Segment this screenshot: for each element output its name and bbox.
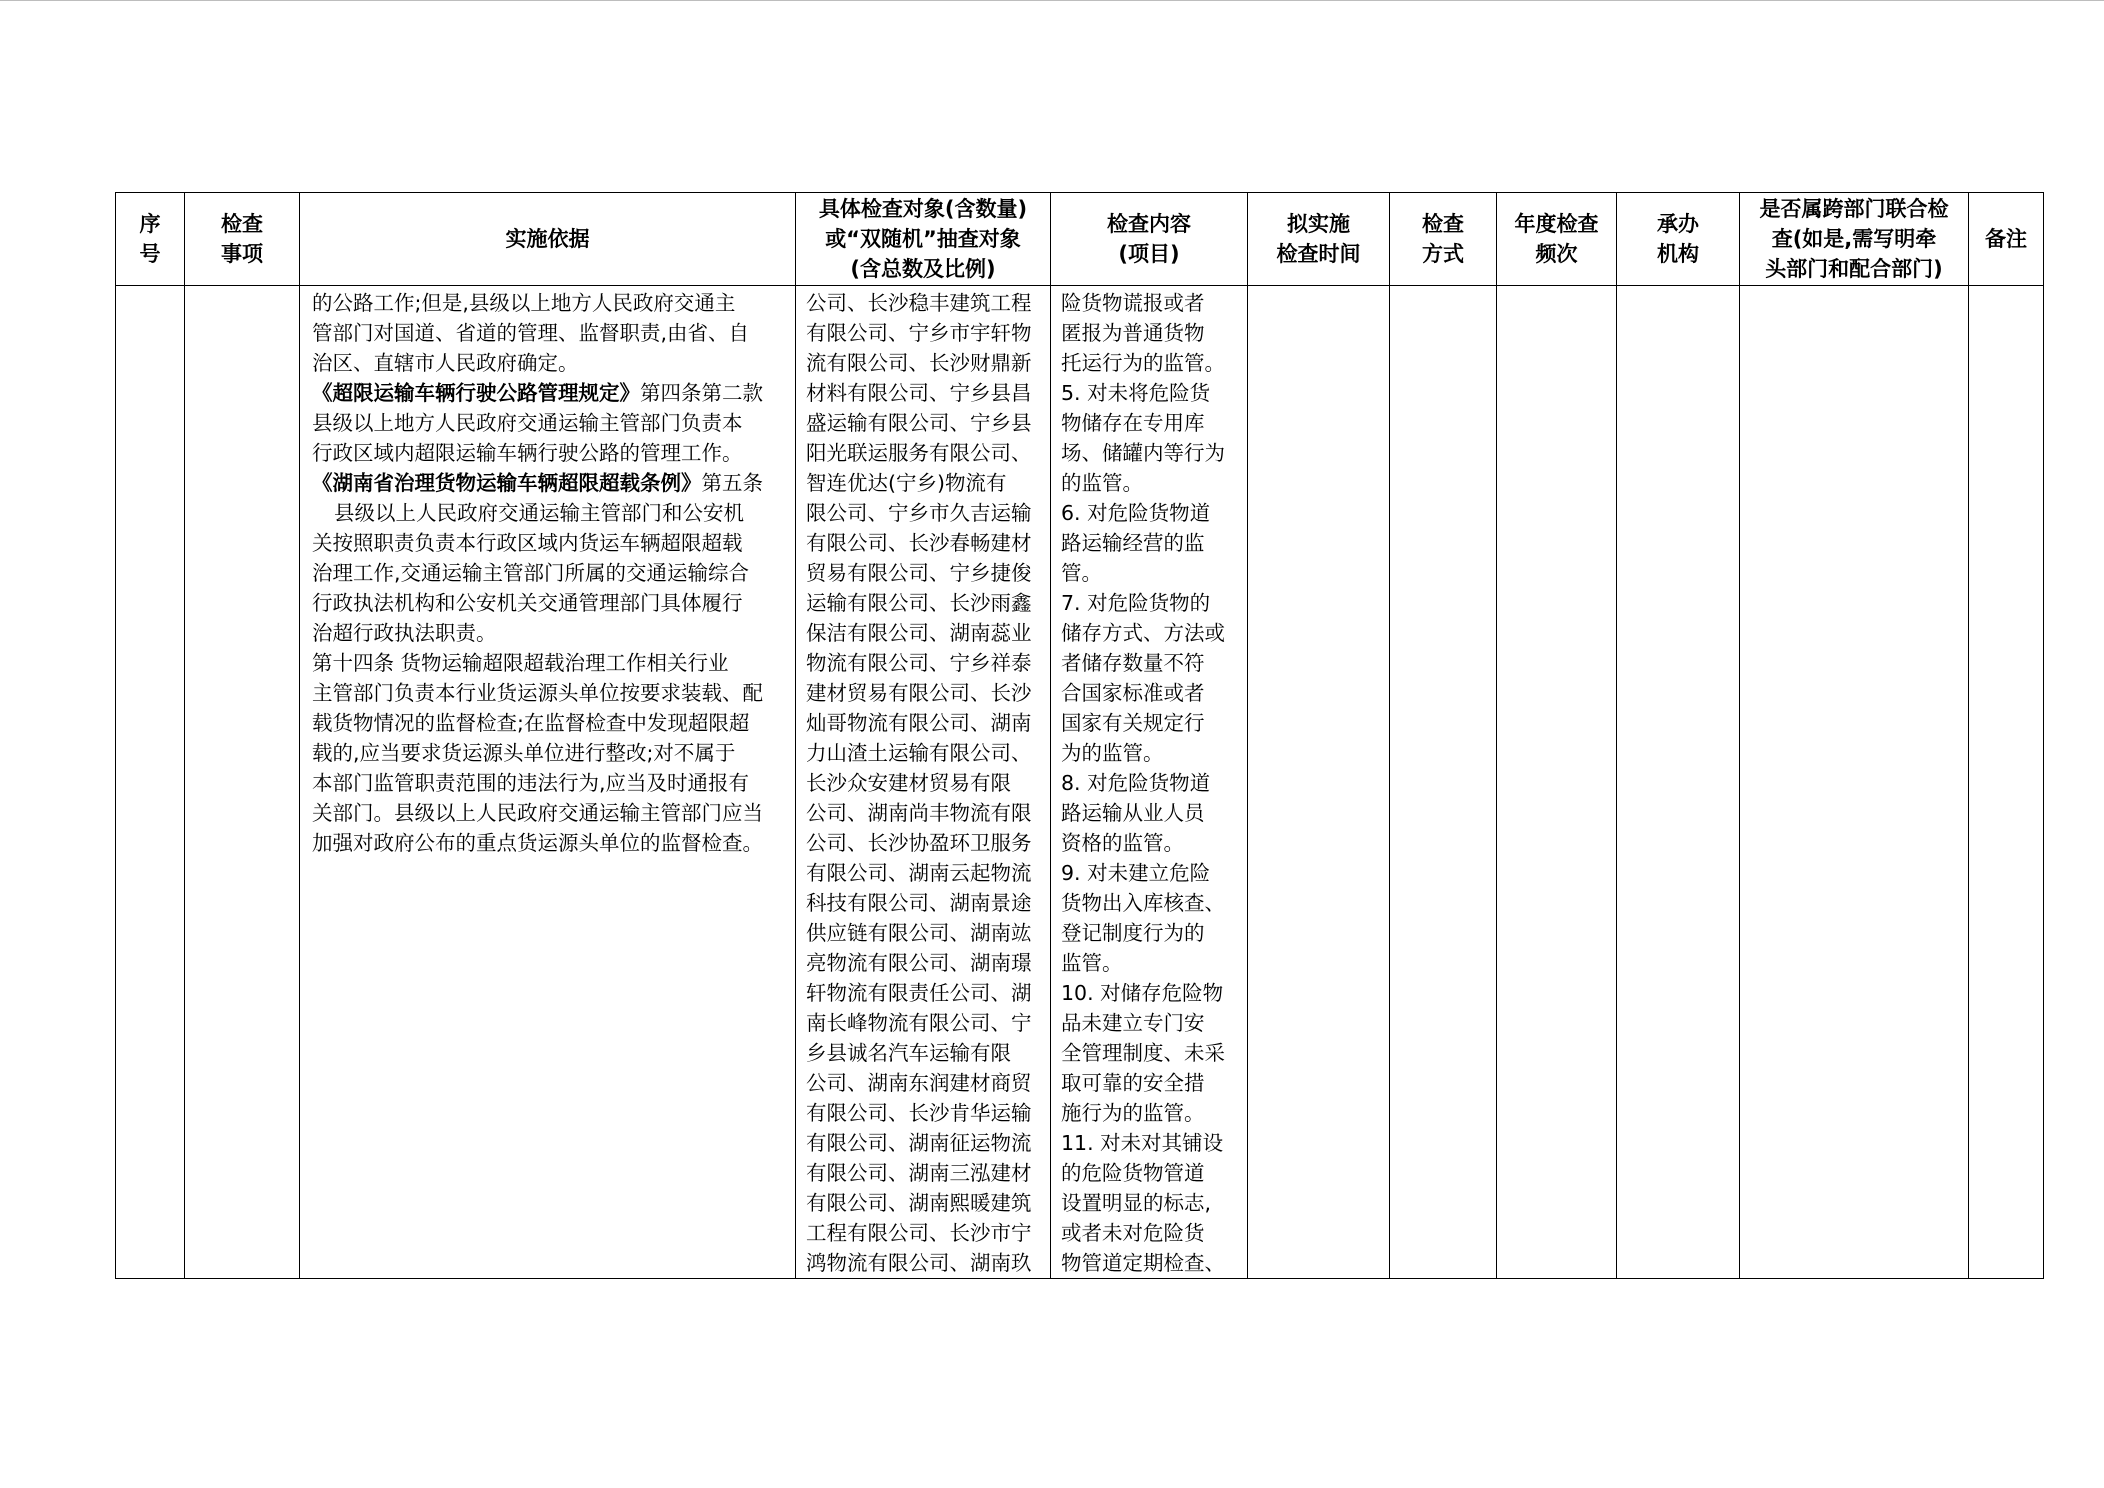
content-line: 5. 对未将危险货 (1061, 381, 1211, 405)
object-line: 阳光联运服务有限公司、 (806, 441, 1032, 465)
object-line: 灿哥物流有限公司、湖南 (806, 711, 1032, 735)
object-line: 工程有限公司、长沙市宁 (806, 1221, 1032, 1245)
object-line: 保洁有限公司、湖南蕊业 (806, 621, 1032, 645)
content-line: 或者未对危险货 (1061, 1221, 1205, 1245)
content-line: 物储存在专用库 (1061, 411, 1205, 435)
content-line: 的危险货物管道 (1061, 1161, 1205, 1185)
header-note: 备注 (1969, 193, 2044, 286)
object-line: 盛运输有限公司、宁乡县 (806, 411, 1032, 435)
object-line: 力山渣土运输有限公司、 (806, 741, 1032, 765)
header-joint: 是否属跨部门联合检 查(如是,需写明牵 头部门和配合部门) (1740, 193, 1969, 286)
basis-line: 载货物情况的监督检查;在监督检查中发现超限超 (312, 711, 750, 735)
object-line: 南长峰物流有限公司、宁 (806, 1011, 1032, 1035)
cell-method (1390, 286, 1497, 1279)
basis-line: 第十四条 货物运输超限超载治理工作相关行业 (312, 651, 729, 675)
content-line: 国家有关规定行 (1061, 711, 1205, 735)
object-line: 建材贸易有限公司、长沙 (806, 681, 1032, 705)
cell-basis (300, 286, 796, 1279)
basis-line: 本部门监管职责范围的违法行为,应当及时通报有 (312, 771, 750, 795)
content-line: 7. 对危险货物的 (1061, 591, 1211, 615)
object-line: 轩物流有限责任公司、湖 (806, 981, 1032, 1005)
header-org: 承办 机构 (1617, 193, 1740, 286)
header-object: 具体检查对象(含数量) 或“双随机”抽查对象 (含总数及比例) (796, 193, 1051, 286)
content-line: 储存方式、方法或 (1061, 621, 1225, 645)
content-line: 险货物谎报或者 (1061, 291, 1205, 315)
basis-line: 加强对政府公布的重点货运源头单位的监督检查。 (312, 831, 763, 855)
content-line: 合国家标准或者 (1061, 681, 1205, 705)
basis-reg2-heading (312, 468, 785, 498)
content-line: 管。 (1061, 561, 1102, 585)
content-line: 11. 对未对其铺设 (1061, 1131, 1224, 1155)
table-row (116, 286, 2044, 1279)
content-line: 路运输从业人员 (1061, 801, 1205, 825)
content-line: 施行为的监管。 (1061, 1101, 1205, 1125)
header-item: 检查 事项 (185, 193, 300, 286)
object-line: 贸易有限公司、宁乡捷俊 (806, 561, 1032, 585)
basis-line: 县级以上人民政府交通运输主管部门和公安机 (334, 501, 744, 525)
object-line: 公司、湖南尚丰物流有限 (806, 801, 1032, 825)
object-line: 有限公司、湖南三泓建材 (806, 1161, 1032, 1185)
basis-line: 治区、直辖市人民政府确定。 (312, 351, 579, 375)
content-line: 品未建立专门安 (1061, 1011, 1205, 1035)
object-line: 材料有限公司、宁乡县昌 (806, 381, 1032, 405)
content-line: 物管道定期检查、 (1061, 1251, 1225, 1275)
basis-line: 行政执法机构和公安机关交通管理部门具体履行 (312, 591, 743, 615)
object-line: 亮物流有限公司、湖南璟 (806, 951, 1032, 975)
object-line: 有限公司、宁乡市宇轩物 (806, 321, 1032, 345)
object-line: 有限公司、湖南征运物流 (806, 1131, 1032, 1155)
basis-reg1-heading (312, 378, 785, 408)
object-line: 供应链有限公司、湖南竑 (806, 921, 1032, 945)
basis-line: 行政区域内超限运输车辆行驶公路的管理工作。 (312, 441, 743, 465)
header-method: 检查 方式 (1390, 193, 1497, 286)
reg2-title: 《湖南省治理货物运输车辆超限超载条例》 (312, 471, 702, 495)
content-line: 全管理制度、未采 (1061, 1041, 1225, 1065)
object-line: 公司、长沙协盈环卫服务 (806, 831, 1032, 855)
object-line: 限公司、宁乡市久吉运输 (806, 501, 1032, 525)
object-line: 有限公司、长沙肯华运输 (806, 1101, 1032, 1125)
object-line: 有限公司、湖南熙暖建筑 (806, 1191, 1032, 1215)
object-line: 长沙众安建材贸易有限 (806, 771, 1011, 795)
content-line: 10. 对储存危险物 (1061, 981, 1224, 1005)
basis-line: 治超行政执法职责。 (312, 621, 497, 645)
basis-line: 县级以上地方人民政府交通运输主管部门负责本 (312, 411, 743, 435)
basis-line: 关按照职责负责本行政区域内货运车辆超限超载 (312, 531, 743, 555)
cell-org (1617, 286, 1740, 1279)
object-line: 鸿物流有限公司、湖南玖 (806, 1251, 1032, 1275)
content-line: 登记制度行为的 (1061, 921, 1205, 945)
inspection-plan-table (115, 192, 2044, 1279)
object-line: 物流有限公司、宁乡祥泰 (806, 651, 1032, 675)
object-line: 有限公司、湖南云起物流 (806, 861, 1032, 885)
cell-object (796, 286, 1051, 1279)
object-line: 公司、湖南东润建材商贸 (806, 1071, 1032, 1095)
cell-note (1969, 286, 2044, 1279)
cell-joint (1740, 286, 1969, 1279)
content-line: 者储存数量不符 (1061, 651, 1205, 675)
header-basis: 实施依据 (300, 193, 796, 286)
content-line: 托运行为的监管。 (1061, 351, 1225, 375)
content-line: 路运输经营的监 (1061, 531, 1205, 555)
content-line: 9. 对未建立危险 (1061, 861, 1211, 885)
content-line: 资格的监管。 (1061, 831, 1184, 855)
cell-content (1051, 286, 1248, 1279)
page-top-border (0, 0, 2104, 1)
content-line: 场、储罐内等行为 (1061, 441, 1225, 465)
object-line: 运输有限公司、长沙雨鑫 (806, 591, 1032, 615)
object-line: 公司、长沙稳丰建筑工程 (806, 291, 1032, 315)
content-line: 8. 对危险货物道 (1061, 771, 1211, 795)
header-row (116, 193, 2044, 286)
cell-seq (116, 286, 185, 1279)
object-line: 有限公司、长沙春畅建材 (806, 531, 1032, 555)
reg2-article: 第五条 (701, 471, 763, 495)
content-line: 的监管。 (1061, 471, 1143, 495)
content-line: 取可靠的安全措 (1061, 1071, 1205, 1095)
basis-line: 的公路工作;但是,县级以上地方人民政府交通主 (312, 291, 736, 315)
object-line: 流有限公司、长沙财鼎新 (806, 351, 1032, 375)
content-line: 匿报为普通货物 (1061, 321, 1205, 345)
basis-line: 主管部门负责本行业货运源头单位按要求装载、配 (312, 681, 763, 705)
object-line: 科技有限公司、湖南景途 (806, 891, 1032, 915)
header-seq: 序 号 (116, 193, 185, 286)
cell-time (1248, 286, 1390, 1279)
content-line: 监管。 (1061, 951, 1123, 975)
content-line: 为的监管。 (1061, 741, 1164, 765)
reg1-title: 《超限运输车辆行驶公路管理规定》 (312, 381, 640, 405)
basis-line: 载的,应当要求货运源头单位进行整改;对不属于 (312, 741, 736, 765)
cell-freq (1497, 286, 1617, 1279)
content-line: 货物出入库核查、 (1061, 891, 1225, 915)
header-freq: 年度检查 频次 (1497, 193, 1617, 286)
content-line: 设置明显的标志, (1061, 1191, 1212, 1215)
basis-line: 关部门。县级以上人民政府交通运输主管部门应当 (312, 801, 763, 825)
content-line: 6. 对危险货物道 (1061, 501, 1211, 525)
header-time: 拟实施 检查时间 (1248, 193, 1390, 286)
header-content: 检查内容 (项目) (1051, 193, 1248, 286)
object-line: 智连优达(宁乡)物流有 (806, 471, 1007, 495)
cell-item (185, 286, 300, 1279)
reg1-article: 第四条第二款 (640, 381, 763, 405)
basis-line: 管部门对国道、省道的管理、监督职责,由省、自 (312, 321, 750, 345)
basis-line: 治理工作,交通运输主管部门所属的交通运输综合 (312, 561, 750, 585)
object-line: 乡县诚名汽车运输有限 (806, 1041, 1011, 1065)
